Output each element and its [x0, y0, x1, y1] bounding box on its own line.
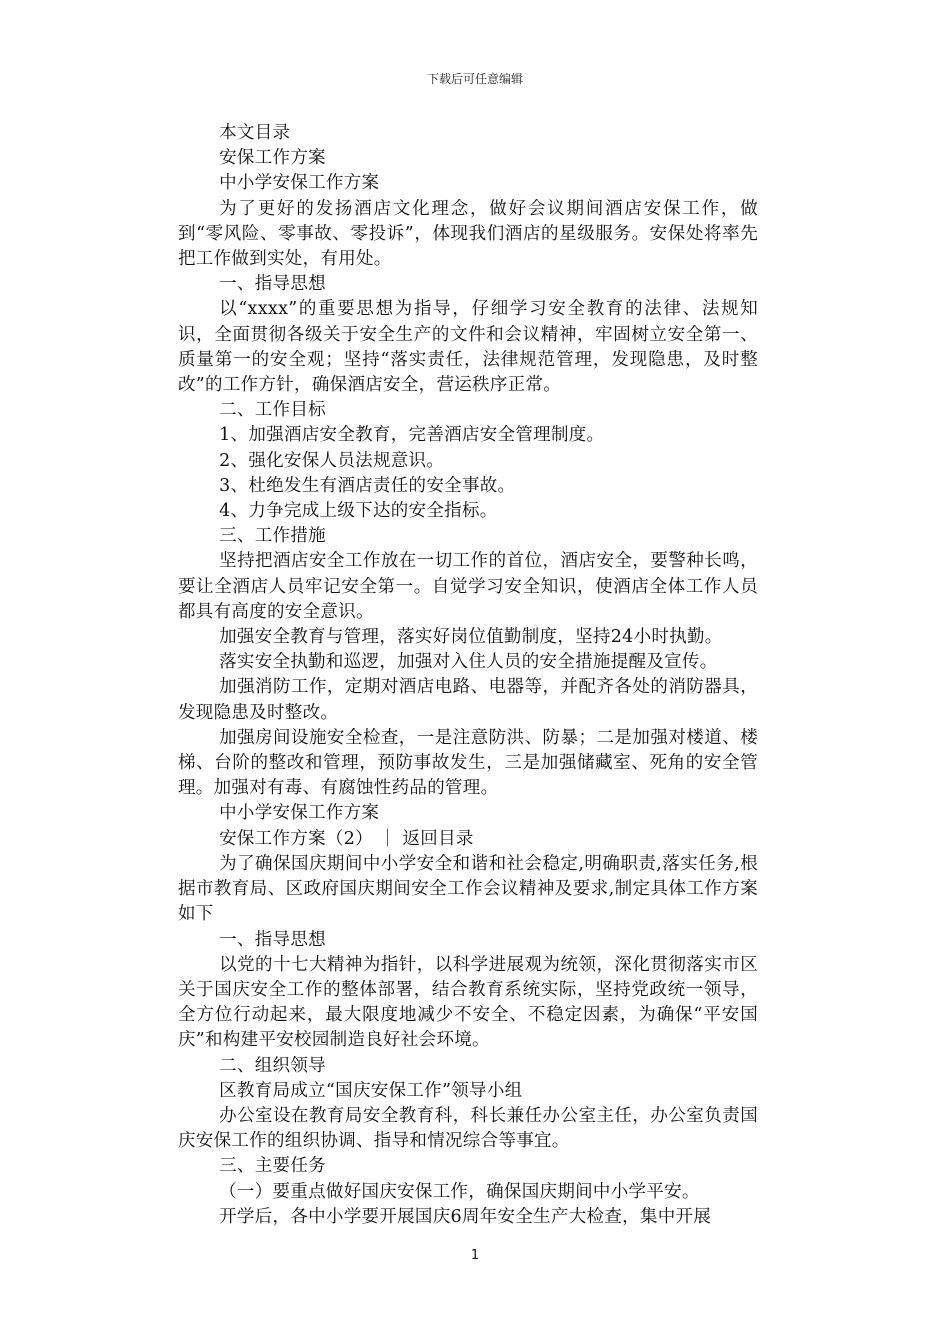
list-item: 4、力争完成上级下达的安全指标。	[219, 501, 498, 522]
body-paragraph: 办公室设在教育局安全教育科，科长兼任办公室主任，办公室负责国庆安保工作的组织协调、指导和情况综合等事宜。	[178, 1105, 758, 1152]
list-item: 1、加强酒店安全教育，完善酒店安全管理制度。	[219, 425, 605, 446]
section-heading: 二、工作目标	[219, 400, 326, 421]
body-paragraph: （一）要重点做好国庆安保工作，确保国庆期间中小学平安。	[219, 1181, 700, 1202]
list-item: 3、杜绝发生有酒店责任的安全事故。	[219, 475, 516, 496]
toc-heading: 本文目录	[219, 123, 291, 143]
page-number: 1	[470, 1248, 480, 1263]
article-title: 中小学安保工作方案	[219, 803, 380, 824]
body-paragraph: 以党的十七大精神为指针，以科学进展观为统领，深化贯彻落实市区关于国庆安全工作的整体部署，结合教育系统实际，坚持党政统一领导，全方位行动起来，最大限度地减少不安全、不稳定因素，为确保“平安国庆”和构建平安校园制造良好社会环境。	[178, 954, 758, 1051]
body-paragraph: 加强房间设施安全检查，一是注意防洪、防暴；二是加强对楼道、楼梯、台阶的整改和管理，预防事故发生，三是加强储藏室、死角的安全管理。加强对有毒、有腐蚀性药品的管理。	[178, 727, 758, 799]
section-heading: 三、工作措施	[219, 526, 326, 547]
body-paragraph: 落实安全执勤和巡逻，加强对入住人员的安全措施提醒及宣传。	[219, 652, 718, 673]
body-paragraph: 坚持把酒店安全工作放在一切工作的首位，酒店安全，要警种长鸣，要让全酒店人员牢记安全第一。自觉学习安全知识，使酒店全体工作人员都具有高度的安全意识。	[178, 551, 758, 622]
return-to-toc-line[interactable]: 安保工作方案（2） ｜ 返回目录	[219, 828, 474, 849]
body-paragraph: 开学后，各中小学要开展国庆6周年安全生产大检查，集中开展	[219, 1206, 712, 1227]
body-paragraph: 加强安全教育与管理，落实好岗位值勤制度，坚持24小时执勤。	[219, 627, 723, 648]
body-paragraph: 加强消防工作，定期对酒店电路、电器等，并配齐各处的消防器具，发现隐患及时整改。	[178, 677, 758, 723]
section-heading: 一、指导思想	[219, 274, 326, 295]
body-paragraph: 以“xxxx”的重要思想为指导，仔细学习安全教育的法律、法规知识，全面贯彻各级关于安全生产的文件和会议精神，牢固树立安全第一、质量第一的安全观；坚持“落实责任，法律规范管理，发现隐患，及时整改”的工作方针，确保酒店安全，营运秩序正常。	[178, 299, 758, 396]
page-header-note: 下载后可任意编辑	[426, 72, 523, 86]
body-paragraph: 为了更好的发扬酒店文化理念，做好会议期间酒店安保工作，做到“零风险、零事故、零投诉”，体现我们酒店的星级服务。安保处将率先把工作做到实处，有用处。	[178, 198, 758, 270]
body-paragraph: 为了确保国庆期间中小学安全和谐和社会稳定,明确职责,落实任务,根据市教育局、区政府国庆期间安全工作会议精神及要求,制定具体工作方案如下	[178, 853, 758, 925]
section-heading: 一、指导思想	[219, 929, 326, 950]
document-body	[178, 121, 758, 1230]
toc-entry: 中小学安保工作方案	[219, 173, 380, 194]
list-item: 2、强化安保人员法规意识。	[219, 450, 445, 471]
section-heading: 三、主要任务	[219, 1156, 326, 1177]
body-paragraph: 区教育局成立“国庆安保工作”领导小组	[219, 1080, 523, 1101]
toc-entry: 安保工作方案	[219, 148, 326, 169]
section-heading: 二、组织领导	[219, 1055, 326, 1076]
